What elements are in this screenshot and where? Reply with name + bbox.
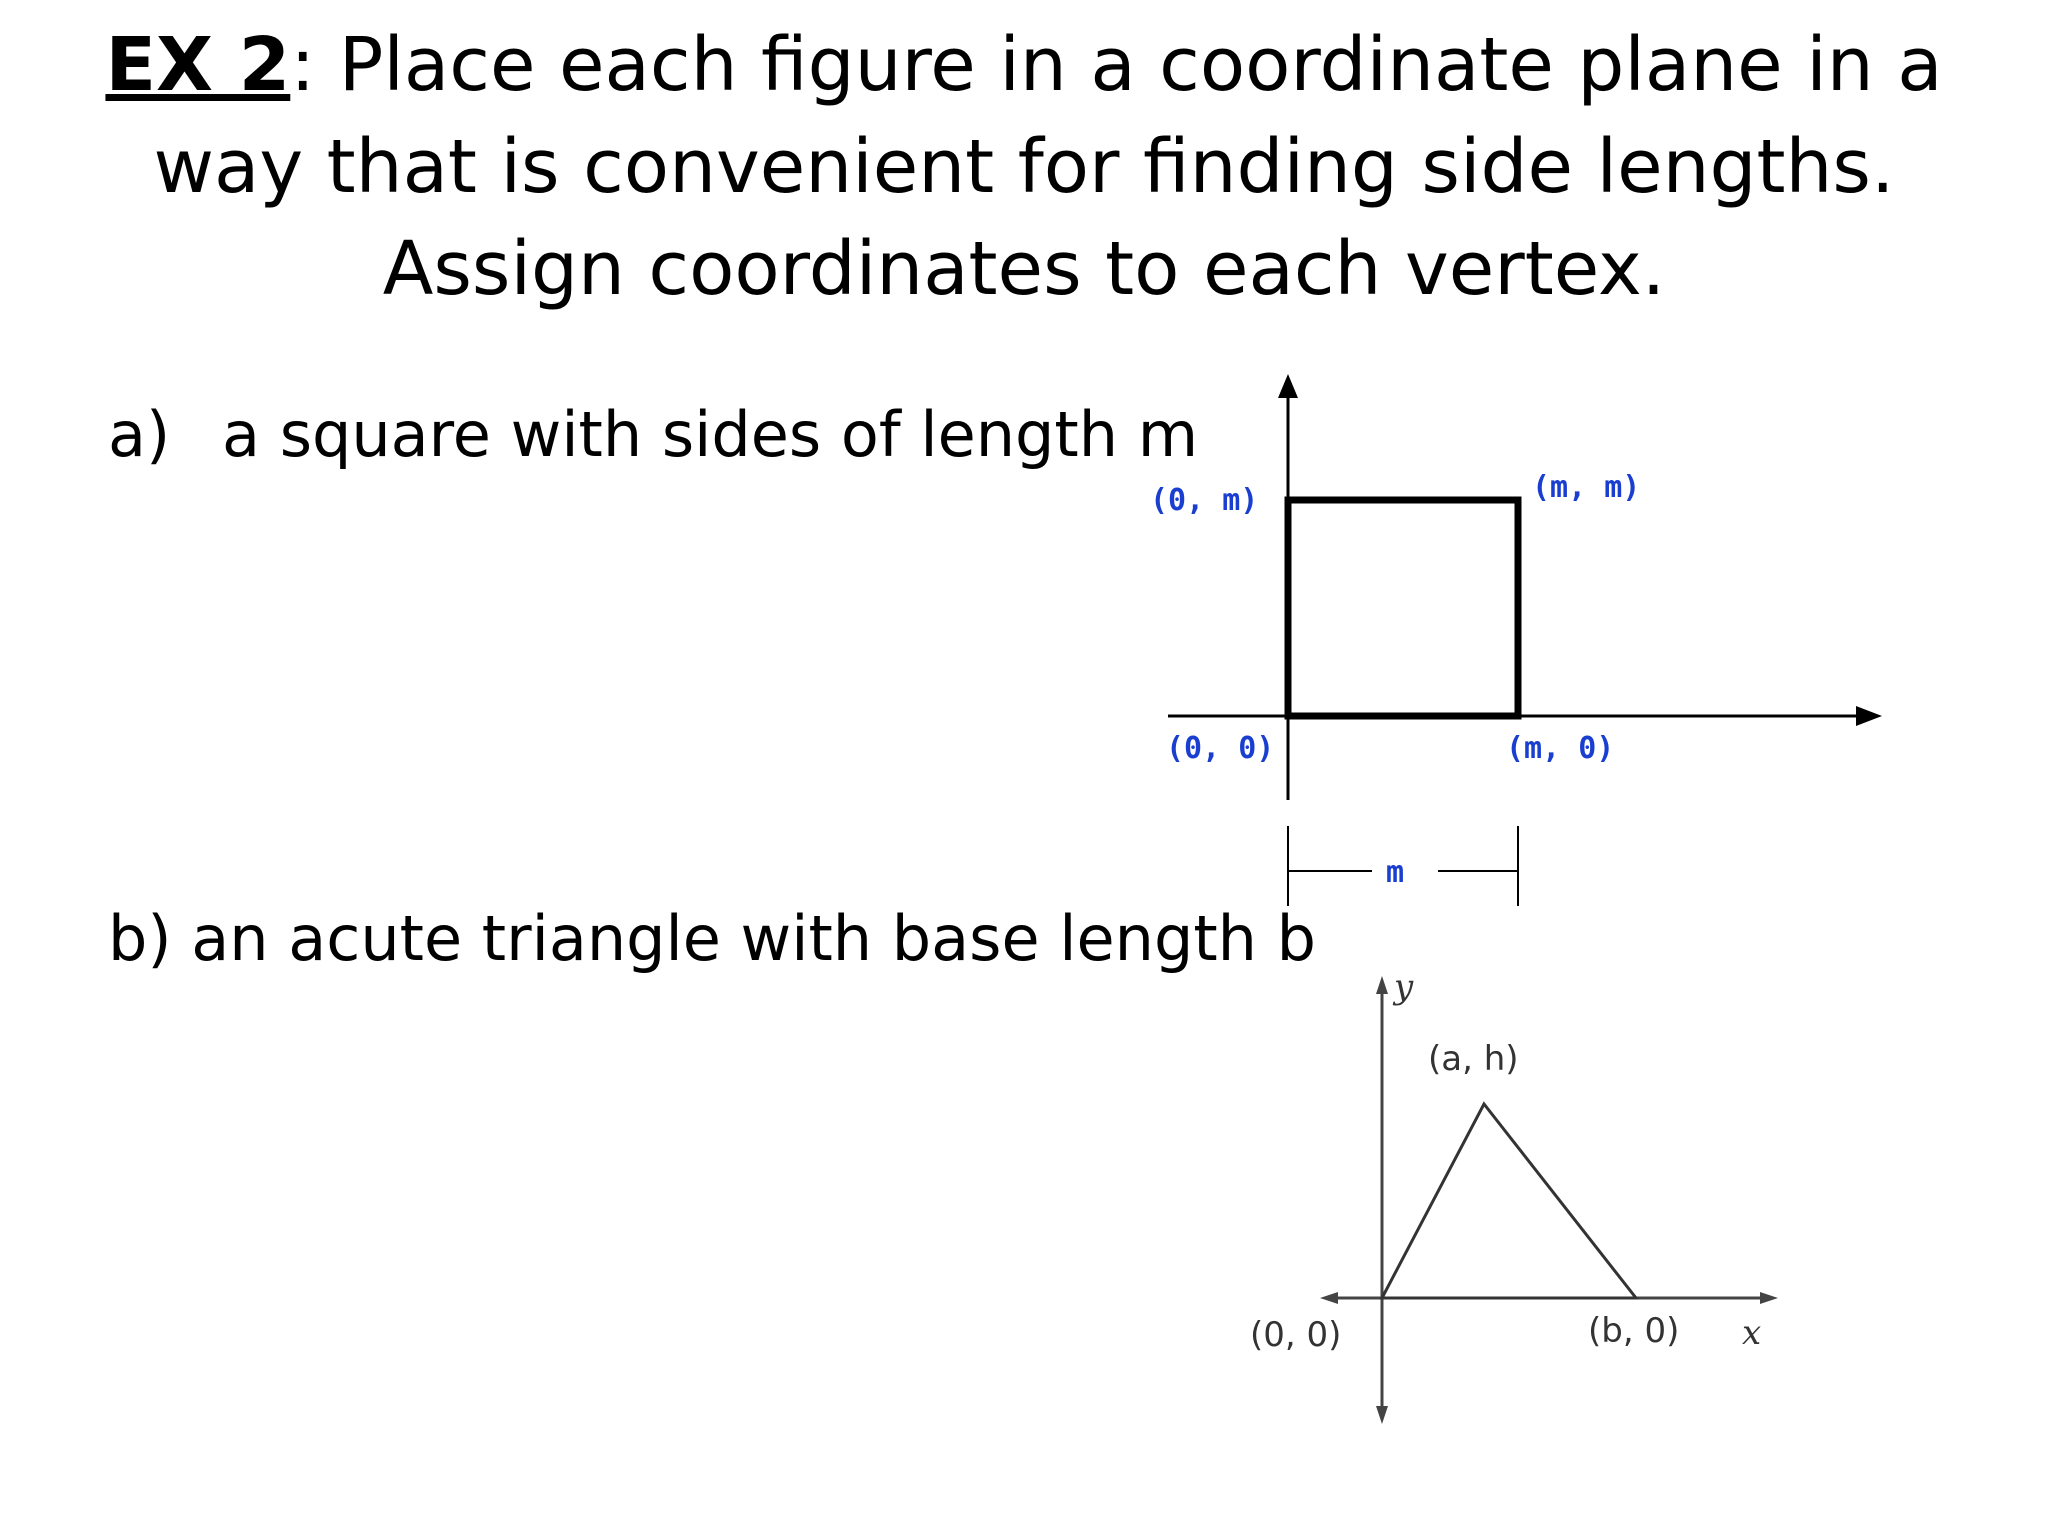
- triangle-y-axis-arrow-down: [1376, 1406, 1388, 1424]
- title-line-3: Assign coordinates to each vertex.: [382, 226, 1666, 312]
- label-0-0: (0, 0): [1166, 731, 1275, 766]
- y-axis-label: y: [1394, 967, 1414, 1007]
- square-shape: [1288, 500, 1518, 716]
- origin-label: (0, 0): [1250, 1315, 1342, 1355]
- part-a-text: a square with sides of length m: [222, 398, 1199, 471]
- label-m-m: (m, m): [1532, 470, 1641, 505]
- apex-label: (a, h): [1428, 1039, 1519, 1079]
- side-length-label: m: [1386, 855, 1405, 890]
- part-b-text: an acute triangle with base length b: [191, 902, 1316, 975]
- title-line-2: way that is convenient for finding side lengths.: [153, 124, 1895, 210]
- triangle-diagram: [1250, 967, 1778, 1424]
- square-y-axis-arrow: [1278, 374, 1298, 398]
- square-x-axis-arrow: [1856, 706, 1882, 726]
- square-diagram: [1150, 374, 1882, 906]
- triangle-shape: [1382, 1104, 1636, 1298]
- example-label: EX 2: [105, 22, 291, 108]
- triangle-x-axis-arrow-right: [1760, 1292, 1778, 1304]
- part-a-marker: a): [108, 398, 171, 471]
- label-m-0: (m, 0): [1506, 731, 1615, 766]
- triangle-y-axis-arrow-up: [1376, 976, 1388, 994]
- title-line-1-text: : Place each figure in a coordinate plane in a: [290, 22, 1943, 108]
- base-end-label: (b, 0): [1588, 1311, 1680, 1351]
- label-0-m: (0, m): [1150, 483, 1259, 518]
- x-axis-label: x: [1742, 1313, 1762, 1353]
- triangle-x-axis-arrow-left: [1320, 1292, 1338, 1304]
- part-b-marker: b): [108, 902, 172, 975]
